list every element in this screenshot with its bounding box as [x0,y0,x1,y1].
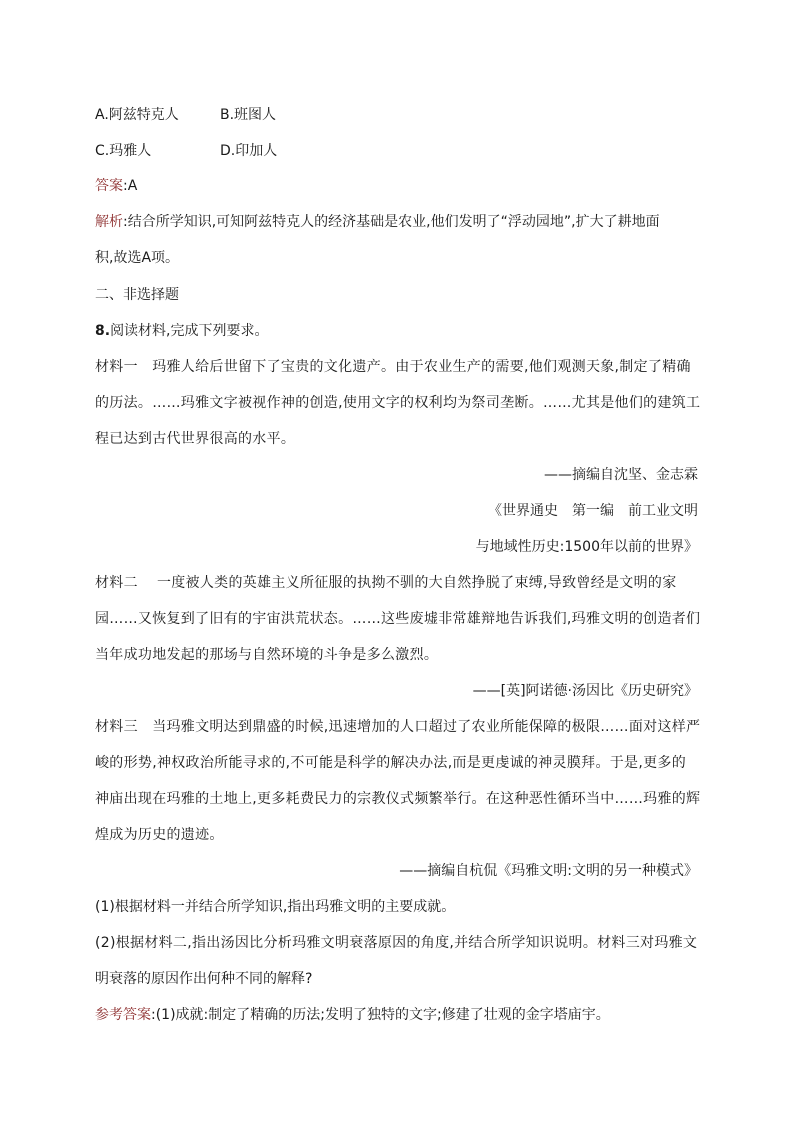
sub-question-2-line-2: 明衰落的原因作出何种不同的解释? [95,971,313,987]
reference-label: 参考答案 [95,1007,151,1023]
material1-line-3: 程已达到古代世界很高的水平。 [95,431,296,447]
analysis-line-2: 积,故选A项。 [95,250,180,266]
sub-question-2-line-1: (2)根据材料二,指出汤因比分析玛雅文明衰落原因的角度,并结合所学知识说明。材料三对玛雅文 [95,935,698,951]
material3-line-2: 峻的形势,神权政治所能寻求的,不可能是科学的解决办法,而是更虔诚的神灵膜拜。于是,更多的 [95,755,686,771]
answer-line [95,176,137,196]
material1-line-1: 材料一 玛雅人给后世留下了宝贵的文化遗产。由于农业生产的需要,他们观测天象,制定了精确 [95,359,691,375]
question-prompt: 阅读材料,完成下列要求。 [110,323,269,339]
material1-line-2: 的历法。……玛雅文字被视作神的创造,使用文字的权利均为祭司垄断。……尤其是他们的建筑工 [95,395,701,411]
material2-line-1: 材料二 一度被人类的英雄主义所征服的执拗不驯的大自然挣脱了束缚,导致曾经是文明的家 [95,575,677,591]
answer-separator: : [123,178,128,194]
analysis-line-1 [95,212,660,232]
section-heading: 二、非选择题 [95,287,179,303]
material3-line-4: 煌成为历史的遗迹。 [95,827,224,843]
material1-source-3: 与地域性历史:1500年以前的世界》 [475,539,698,555]
option-a: A.阿兹特克人 [95,107,179,123]
option-b: B.班图人 [220,107,277,123]
analysis-text-1: :结合所学知识,可知阿兹特克人的经济基础是农业,他们发明了“浮动园地”,扩大了耕地面 [123,214,660,230]
option-d: D.印加人 [220,143,278,159]
answer-value: A [127,178,138,194]
sub-question-1: (1)根据材料一并结合所学知识,指出玛雅文明的主要成就。 [95,899,456,915]
analysis-label: 解析 [95,214,123,230]
question-number: 8. [95,323,111,339]
option-c: C.玛雅人 [95,143,152,159]
material3-source: ——摘编自杭侃《玛雅文明:文明的另一种模式》 [399,863,698,879]
material2-line-2: 园……又恢复到了旧有的宇宙洪荒状态。……这些废墟非常雄辩地告诉我们,玛雅文明的创造者们 [95,611,701,627]
answer-label: 答案 [95,178,123,194]
reference-answer [95,1005,610,1025]
material1-source-2: 《世界通史 第一编 前工业文明 [488,503,698,519]
material1-source-1: ——摘编自沈坚、金志霖 [544,467,698,483]
material3-line-1: 材料三 当玛雅文明达到鼎盛的时候,迅速增加的人口超过了农业所能保障的极限……面对这样严 [95,719,701,735]
material2-line-3: 当年成功地发起的那场与自然环境的斗争是多么激烈。 [95,647,439,663]
question-8 [95,321,269,341]
reference-text: :(1)成就:制定了精确的历法;发明了独特的文字;修建了壮观的金字塔庙宇。 [151,1007,610,1023]
material2-source: ——[英]阿诺德·汤因比《历史研究》 [472,683,698,699]
material3-line-3: 神庙出现在玛雅的土地上,更多耗费民力的宗教仪式频繁举行。在这种恶性循环当中……玛雅的辉 [95,791,701,807]
